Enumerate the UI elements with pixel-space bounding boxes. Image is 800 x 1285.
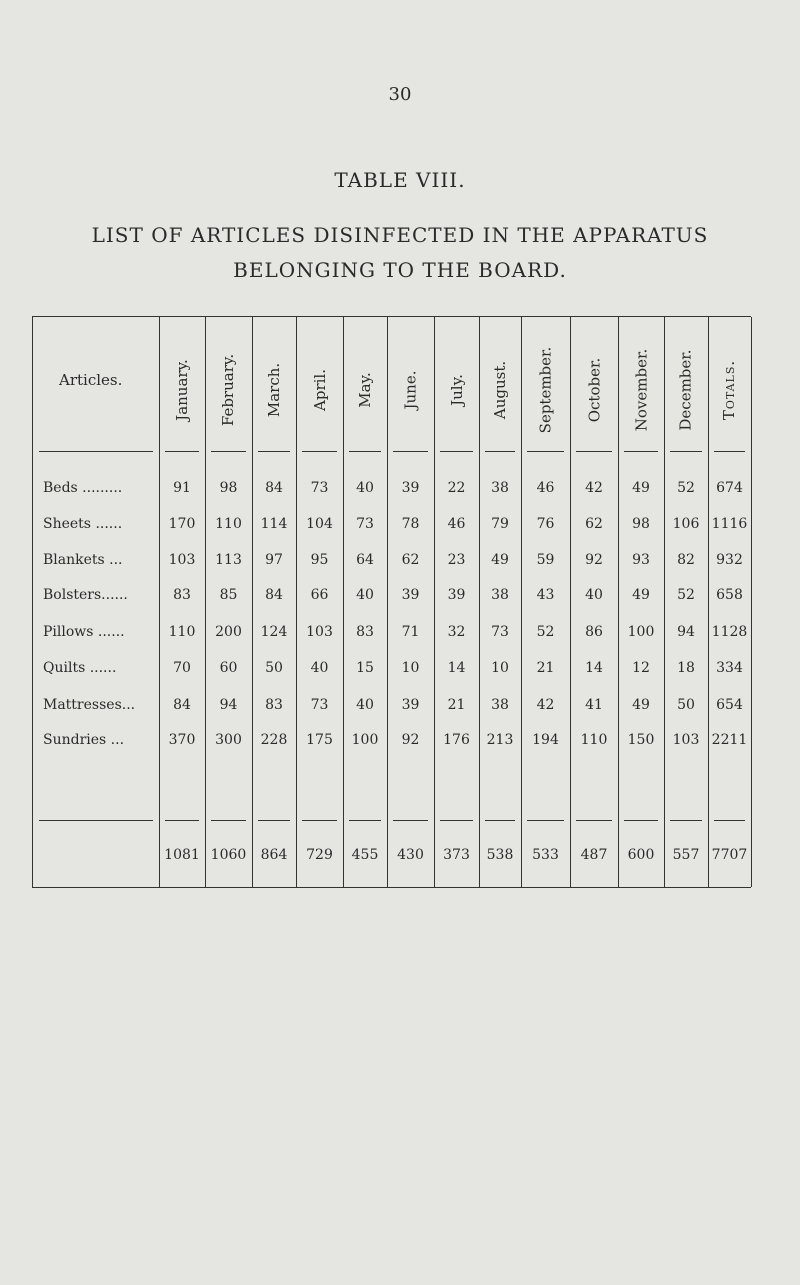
data-cell: 43 [536,587,555,603]
header-rule [39,451,153,452]
data-cell: 79 [491,516,509,532]
sum-rule [485,820,515,821]
data-cell: 83 [173,587,191,603]
data-cell: 92 [401,732,420,748]
month-header [387,331,434,449]
data-cell: 213 [486,732,514,748]
data-cell: 22 [447,480,466,496]
data-cell: 49 [491,552,509,568]
data-cell: 104 [306,516,333,532]
header-rule [165,451,199,452]
data-cell: 103 [168,552,196,568]
column-total-cell: 557 [672,847,700,863]
data-cell: 84 [265,480,283,496]
header-rule [714,451,745,452]
data-cell: 40 [356,697,374,713]
row-label: Pillows ...... [43,624,125,640]
data-cell: 15 [356,660,374,676]
data-cell: 40 [585,587,603,603]
data-cell: 86 [585,624,603,640]
column-divider [751,317,752,887]
data-cell: 103 [306,624,333,640]
header-text: December. [677,349,695,431]
header-rule [258,451,290,452]
data-cell: 70 [173,660,191,676]
data-cell: 50 [265,660,283,676]
data-cell: 66 [310,587,329,603]
column-total-cell: 1060 [210,847,247,863]
data-cell: 10 [401,660,420,676]
data-cell: 100 [627,624,655,640]
header-text: May. [356,372,374,408]
data-cell: 200 [215,624,242,640]
sum-rule [714,820,745,821]
articles-header: Articles. [59,371,123,389]
sum-rule [211,820,246,821]
sum-rule [393,820,428,821]
sum-rule [527,820,564,821]
data-cell: 38 [491,697,509,713]
row-total-cell: 932 [716,552,743,568]
sum-rule [165,820,199,821]
row-total-cell: 654 [716,697,743,713]
row-label: Bolsters...... [43,587,128,603]
header-text: March. [265,362,283,418]
column-total-cell: 373 [443,847,470,863]
data-cell: 106 [672,516,700,532]
data-cell: 52 [677,587,695,603]
data-cell: 91 [173,480,191,496]
column-total-cell: 533 [532,847,559,863]
data-cell: 39 [447,587,466,603]
data-cell: 39 [401,587,420,603]
month-header [521,331,570,449]
subtitle-line-2: BELONGING TO THE BOARD. [233,258,567,282]
data-cell: 175 [306,732,333,748]
data-cell: 95 [310,552,329,568]
column-total-cell: 1081 [164,847,200,863]
month-header [618,331,664,449]
data-cell: 10 [491,660,509,676]
data-cell: 73 [310,480,329,496]
data-cell: 12 [632,660,650,676]
sum-rule [39,820,153,821]
data-cell: 21 [447,697,466,713]
data-cell: 46 [536,480,555,496]
data-cell: 18 [677,660,695,676]
data-cell: 49 [632,480,650,496]
articles-disinfected-table [32,316,751,888]
data-cell: 39 [401,697,420,713]
subtitle-line-1: LIST OF ARTICLES DISINFECTED IN THE APPARATUS [91,223,709,247]
column-total-cell: 729 [306,847,333,863]
header-rule [349,451,381,452]
data-cell: 92 [585,552,603,568]
column-total-cell: 538 [486,847,514,863]
data-cell: 113 [215,552,242,568]
header-rule [576,451,612,452]
data-cell: 194 [532,732,559,748]
data-cell: 73 [356,516,374,532]
month-header [479,331,521,449]
data-cell: 14 [447,660,466,676]
header-text: November. [632,348,650,432]
data-cell: 110 [215,516,242,532]
data-cell: 71 [401,624,420,640]
row-label: Beds ......... [43,480,123,496]
row-label: Quilts ...... [43,660,117,676]
column-total-cell: 600 [627,847,655,863]
row-total-cell: 2211 [711,732,748,748]
sum-rule [349,820,381,821]
data-cell: 62 [585,516,603,532]
data-cell: 114 [260,516,288,532]
data-cell: 82 [677,552,695,568]
sum-rule [576,820,612,821]
data-cell: 40 [356,587,374,603]
header-text: June. [401,370,420,410]
header-text: February. [219,353,238,427]
header-rule [393,451,428,452]
data-cell: 50 [677,697,695,713]
data-cell: 23 [447,552,466,568]
column-total-cell: 455 [351,847,379,863]
data-cell: 228 [260,732,288,748]
table-subtitle [0,218,800,288]
data-cell: 42 [585,480,603,496]
header-rule [302,451,337,452]
month-header [296,331,343,449]
header-text: April. [310,369,329,411]
totals-header [708,331,751,449]
data-cell: 52 [677,480,695,496]
row-total-cell: 658 [716,587,743,603]
data-cell: 76 [536,516,555,532]
row-label: Mattresses... [43,697,136,713]
data-cell: 38 [491,480,509,496]
row-total-cell: 1128 [711,624,748,640]
data-cell: 49 [632,697,650,713]
data-cell: 21 [536,660,555,676]
data-cell: 370 [168,732,196,748]
data-cell: 98 [219,480,238,496]
month-header [664,331,708,449]
header-rule [624,451,658,452]
month-header [434,331,479,449]
data-cell: 64 [356,552,374,568]
month-header [205,331,252,449]
data-cell: 52 [536,624,555,640]
header-text: September. [536,346,555,434]
data-cell: 42 [536,697,555,713]
sum-rule [440,820,473,821]
header-rule [440,451,473,452]
data-cell: 32 [447,624,466,640]
data-cell: 78 [401,516,420,532]
column-total-cell: 487 [580,847,608,863]
data-cell: 98 [632,516,650,532]
data-cell: 124 [260,624,288,640]
data-cell: 94 [219,697,238,713]
month-header [570,331,618,449]
header-text: January. [173,359,192,421]
data-cell: 84 [173,697,191,713]
data-cell: 300 [215,732,242,748]
data-cell: 41 [585,697,603,713]
month-header [159,331,205,449]
data-cell: 85 [219,587,238,603]
month-header [343,331,387,449]
header-text: August. [491,360,509,420]
header-text: October. [585,357,603,423]
data-cell: 38 [491,587,509,603]
data-cell: 83 [265,697,283,713]
data-cell: 73 [491,624,509,640]
header-rule [527,451,564,452]
header-rule [211,451,246,452]
column-total-cell: 864 [260,847,288,863]
data-cell: 73 [310,697,329,713]
data-cell: 97 [265,552,283,568]
data-cell: 93 [632,552,650,568]
data-cell: 94 [677,624,695,640]
row-total-cell: 1116 [711,516,748,532]
sum-rule [624,820,658,821]
data-cell: 14 [585,660,603,676]
data-cell: 103 [672,732,700,748]
row-label: Blankets ... [43,552,123,568]
data-cell: 100 [351,732,379,748]
table-title: TABLE VIII. [334,168,466,192]
month-header [252,331,296,449]
data-cell: 60 [219,660,238,676]
row-label: Sundries ... [43,732,125,748]
data-cell: 110 [580,732,608,748]
data-cell: 46 [447,516,466,532]
row-total-cell: 674 [716,480,743,496]
row-label: Sheets ...... [43,516,123,532]
column-total-cell: 430 [397,847,424,863]
data-cell: 176 [443,732,470,748]
header-rule [670,451,702,452]
data-cell: 39 [401,480,420,496]
header-rule [485,451,515,452]
sum-rule [670,820,702,821]
data-cell: 40 [356,480,374,496]
page-number: 30 [388,84,412,105]
data-cell: 150 [627,732,655,748]
data-cell: 40 [310,660,329,676]
data-cell: 83 [356,624,374,640]
data-cell: 59 [536,552,555,568]
data-cell: 62 [401,552,420,568]
data-cell: 170 [168,516,196,532]
data-cell: 110 [168,624,196,640]
sum-rule [302,820,337,821]
sum-rule [258,820,290,821]
header-text: Totals. [720,359,739,421]
data-cell: 84 [265,587,283,603]
grand-total-cell: 7707 [711,847,748,863]
data-cell: 49 [632,587,650,603]
row-total-cell: 334 [716,660,743,676]
header-text: July. [447,374,466,406]
